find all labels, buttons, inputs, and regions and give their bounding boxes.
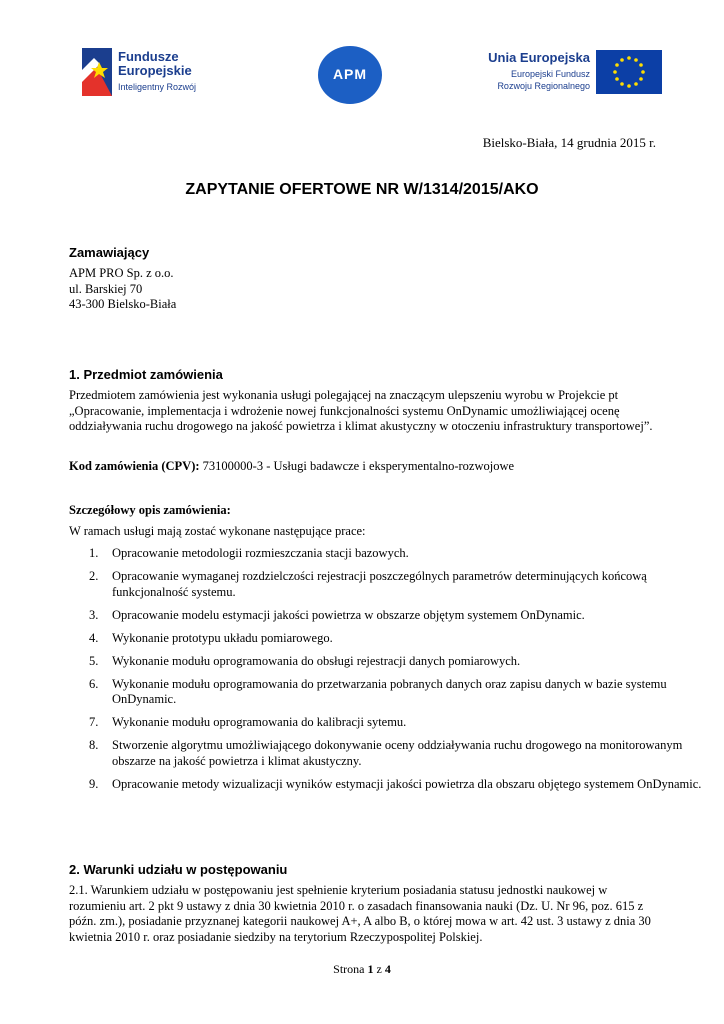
- detail-heading: Szczegółowy opis zamówienia:: [69, 503, 231, 517]
- cpv-value: 73100000-3 - Usługi badawcze i eksperymentalno-rozwojowe: [202, 459, 515, 473]
- list-item: Wykonanie modułu oprogramowania do przetwarzania pobranych danych oraz zapisu danych w bazie systemu OnDynamic.: [112, 676, 667, 706]
- cpv-label: Kod zamówienia (CPV):: [69, 459, 200, 473]
- section1-paragraph: Przedmiotem zamówienia jest wykonania usługi polegającej na znaczącym ulepszeniu wyrobu w Projekcie pt „Opracowanie, implementacja i wdrożenie nowej funkcjonalności systemu OnDynamic umożliwiającej ocenę oddziaływania ruchu drogowego na jakość powietrza i klimat akustyczny w otoczeniu infrastruktury transportowej”.: [69, 388, 653, 433]
- eu-logo-sub: [497, 68, 590, 92]
- apm-logo-text: APM: [332, 66, 368, 82]
- page-footer: [0, 962, 724, 977]
- cpv-line: [69, 459, 659, 475]
- section2-heading: 2. Warunki udziału w postępowaniu: [69, 862, 288, 877]
- footer-total: 4: [384, 962, 391, 976]
- fe-logo-sub: Inteligentny Rozwój: [118, 82, 197, 92]
- section2-paragraph: 2.1. Warunkiem udziału w postępowaniu jest spełnienie kryterium posiadania statusu jednostki naukowej w rozumieniu art. 2 pkt 9 ustawy z dnia 30 kwietnia 2010 r. o zasadach finansowania nauki (Dz. U. Nr 96, poz. 615 z późn. zm.), posiadanie przyznanej kategorii naukowej A+, A albo B, o której mowa w art. 42 ust. 3 ustawy z dnia 30 kwietnia 2010 r. oraz posiadanie siedziby na terytorium Rzeczypospolitej Polskiej.: [69, 883, 651, 944]
- contracting-street: ul. Barskiej 70: [69, 281, 143, 296]
- eu-logo: [476, 48, 668, 98]
- eu-logo-sub1: Europejski Fundusz: [510, 69, 590, 79]
- contracting-city: 43-300 Bielsko-Biała: [69, 297, 177, 311]
- contracting-name: APM PRO Sp. z o.o.: [69, 266, 174, 280]
- list-item: Wykonanie modułu oprogramowania do obsługi rejestracji danych pomiarowych.: [112, 653, 521, 668]
- list-item: Wykonanie prototypu układu pomiarowego.: [112, 630, 333, 645]
- detail-intro: W ramach usługi mają zostać wykonane następujące prace:: [69, 524, 366, 538]
- list-item: Opracowanie metody wizualizacji wyników estymacji jakości powietrza dla obszaru objętego systemem OnDynamic.: [112, 776, 702, 791]
- task-list: [69, 546, 702, 800]
- footer-page: 1: [367, 962, 374, 976]
- list-item: Opracowanie modelu estymacji jakości powietrza w obszarze objętym systemem OnDynamic.: [112, 607, 585, 622]
- footer-sep: z: [376, 962, 382, 976]
- apm-logo: [318, 46, 382, 104]
- contracting-heading: Zamawiający: [69, 245, 150, 260]
- page-header: [0, 0, 724, 120]
- list-item: Wykonanie modułu oprogramowania do kalibracji sytemu.: [112, 715, 407, 729]
- eu-logo-title: Unia Europejska: [488, 50, 590, 65]
- footer-prefix: Strona: [333, 962, 365, 976]
- section1-heading: 1. Przedmiot zamówienia: [69, 367, 223, 382]
- fundusze-europejskie-logo: [76, 44, 216, 102]
- list-item: Opracowanie wymaganej rozdzielczości rejestracji poszczególnych parametrów determinujących końcową funkcjonalność systemu.: [112, 569, 647, 599]
- place-date: Bielsko-Biała, 14 grudnia 2015 r.: [482, 135, 656, 150]
- fe-logo-text: [118, 50, 192, 78]
- list-item: Stworzenie algorytmu umożliwiającego dokonywanie oceny oddziaływania ruchu drogowego na monitorowanym obszarze na jakość powietrza i klimat akustyczny.: [112, 738, 683, 768]
- fe-logo-line2: Europejskie: [118, 63, 192, 78]
- contracting-address: [69, 266, 659, 313]
- fe-flag-icon: [82, 48, 112, 96]
- fe-logo-line1: Fundusze: [118, 49, 179, 64]
- eu-flag-icon: [596, 50, 662, 94]
- eu-logo-sub2: Rozwoju Regionalnego: [497, 81, 590, 91]
- list-item: Opracowanie metodologii rozmieszczania stacji bazowych.: [112, 546, 409, 560]
- document-title: ZAPYTANIE OFERTOWE NR W/1314/2015/AKO: [185, 181, 539, 198]
